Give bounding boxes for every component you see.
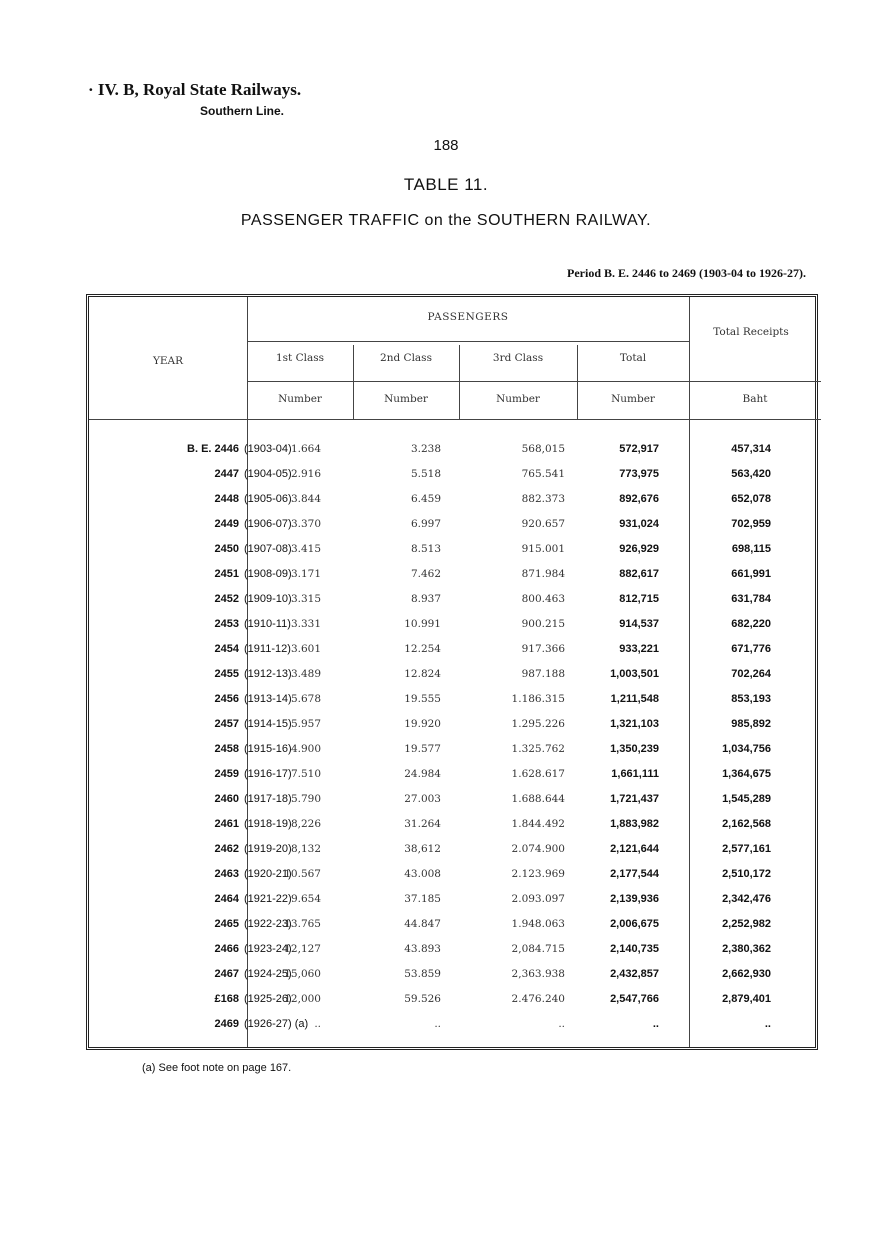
receipts-cell: 2,577,161: [722, 843, 771, 855]
total-cell: 2,140,735: [610, 943, 659, 955]
year-cell: 2462: [214, 843, 239, 855]
header-year: YEAR: [152, 355, 184, 367]
header-first-class: 1st Class: [275, 352, 325, 364]
year-cell: 2447: [214, 468, 239, 480]
table-row: [89, 468, 821, 493]
receipts-cell: 652,078: [731, 493, 771, 505]
table-row: [89, 443, 821, 468]
first-class-cell: 3.171: [290, 568, 321, 580]
receipts-cell: 563,420: [731, 468, 771, 480]
period-cell: (1906-07): [244, 518, 292, 530]
third-class-cell: 800.463: [521, 593, 565, 605]
third-class-cell: 2.074.900: [511, 843, 565, 855]
year-cell: 2454: [214, 643, 239, 655]
year-cell: 2461: [214, 818, 239, 830]
first-class-cell: 1.664: [290, 443, 321, 455]
second-class-cell: 27.003: [404, 793, 441, 805]
total-cell: 773,975: [619, 468, 659, 480]
third-class-cell: 2.476.240: [511, 993, 565, 1005]
table-row: [89, 518, 821, 543]
first-class-cell: 5.790: [290, 793, 321, 805]
total-cell: 2,121,644: [610, 843, 659, 855]
table-row: [89, 943, 821, 968]
period-cell: (1903-04): [244, 443, 292, 455]
period-cell: (1911-12): [244, 643, 291, 655]
period-cell: (1913-14): [244, 693, 292, 705]
traffic-table: [86, 294, 818, 1050]
receipts-cell: 2,662,930: [722, 968, 771, 980]
third-class-cell: 917.366: [521, 643, 565, 655]
receipts-cell: 1,545,289: [722, 793, 771, 805]
header-second-class: 2nd Class: [380, 352, 432, 364]
period-cell: (1909-10): [244, 593, 292, 605]
second-class-cell: 37.185: [404, 893, 441, 905]
period-cell: (1925-26): [244, 993, 292, 1005]
table-row: [89, 843, 821, 868]
second-class-cell: 6.997: [410, 518, 441, 530]
receipts-cell: 457,314: [731, 443, 771, 455]
table-number: TABLE 11.: [403, 175, 489, 194]
receipts-cell: 671,776: [731, 643, 771, 655]
total-cell: 2,547,766: [610, 993, 659, 1005]
unit-second: Number: [384, 393, 428, 405]
second-class-cell: 8.937: [410, 593, 441, 605]
period-cell: (1915-16): [244, 743, 292, 755]
total-cell: ..: [652, 1018, 659, 1030]
year-cell: B. E. 2446: [187, 443, 239, 455]
third-class-cell: 568,015: [521, 443, 565, 455]
total-cell: 1,721,437: [610, 793, 659, 805]
second-class-cell: 10.991: [404, 618, 441, 630]
unit-baht: Baht: [742, 393, 768, 405]
total-cell: 926,929: [619, 543, 659, 555]
receipts-cell: 698,115: [731, 543, 771, 555]
total-cell: 812,715: [619, 593, 659, 605]
table-row: [89, 668, 821, 693]
year-cell: 2451: [214, 568, 239, 580]
second-class-cell: 3.238: [410, 443, 441, 455]
year-cell: 2460: [214, 793, 239, 805]
third-class-cell: 1.186.315: [511, 693, 565, 705]
table-row: [89, 543, 821, 568]
third-class-cell: ..: [558, 1018, 565, 1030]
third-class-cell: 882.373: [521, 493, 565, 505]
period-cell: (1921-22): [244, 893, 292, 905]
total-cell: 882,617: [619, 568, 659, 580]
third-class-cell: 900.215: [521, 618, 565, 630]
header-passengers: PASSENGERS: [427, 311, 509, 323]
first-class-cell: 9.654: [290, 893, 321, 905]
first-class-cell: 3.331: [290, 618, 321, 630]
period-cell: (1914-15): [244, 718, 292, 730]
second-class-cell: 5.518: [410, 468, 441, 480]
total-cell: 914,537: [619, 618, 659, 630]
table-row: [89, 868, 821, 893]
first-class-cell: 3.844: [290, 493, 321, 505]
table-row: [89, 1018, 821, 1043]
year-cell: 2469: [214, 1018, 239, 1030]
receipts-cell: 631,784: [731, 593, 771, 605]
first-class-cell: 3.370: [290, 518, 321, 530]
first-class-cell: 4.900: [290, 743, 321, 755]
total-cell: 2,006,675: [610, 918, 659, 930]
year-cell: 2465: [214, 918, 239, 930]
first-class-cell: 15,060: [284, 968, 321, 980]
receipts-cell: 2,342,476: [722, 893, 771, 905]
receipts-cell: ..: [764, 1018, 771, 1030]
first-class-cell: 10.567: [284, 868, 321, 880]
first-class-cell: 8,132: [290, 843, 321, 855]
total-cell: 1,321,103: [610, 718, 659, 730]
page-number: 188: [433, 137, 459, 154]
unit-first: Number: [278, 393, 322, 405]
header-total: Total: [619, 352, 647, 364]
second-class-cell: 31.264: [404, 818, 441, 830]
table-row: [89, 968, 821, 993]
table-row: [89, 793, 821, 818]
header-total-receipts: Total Receipts: [713, 326, 789, 338]
third-class-cell: 2,363.938: [511, 968, 565, 980]
section-heading: · IV. B, Royal State Railways.: [88, 80, 302, 99]
second-class-cell: 59.526: [404, 993, 441, 1005]
year-cell: 2450: [214, 543, 239, 555]
total-cell: 931,024: [619, 518, 659, 530]
receipts-cell: 1,364,675: [722, 768, 771, 780]
first-class-cell: 3.601: [290, 643, 321, 655]
period-cell: (1904-05): [244, 468, 292, 480]
year-cell: 2453: [214, 618, 239, 630]
first-class-cell: 5.678: [290, 693, 321, 705]
first-class-cell: 3.489: [290, 668, 321, 680]
third-class-cell: 920.657: [521, 518, 565, 530]
year-cell: 2464: [214, 893, 239, 905]
year-cell: 2459: [214, 768, 239, 780]
table-row: [89, 593, 821, 618]
year-cell: 2448: [214, 493, 239, 505]
third-class-cell: 1.948.063: [511, 918, 565, 930]
third-class-cell: 1.628.617: [511, 768, 565, 780]
second-class-cell: 38,612: [404, 843, 441, 855]
table-title: PASSENGER TRAFFIC on the SOUTHERN RAILWAY.: [240, 212, 652, 229]
second-class-cell: 12.824: [404, 668, 441, 680]
table-row: [89, 643, 821, 668]
second-class-cell: 24.984: [404, 768, 441, 780]
third-class-cell: 1.295.226: [511, 718, 565, 730]
period-cell: (1918-19): [244, 818, 292, 830]
second-class-cell: ..: [434, 1018, 441, 1030]
year-cell: 2456: [214, 693, 239, 705]
first-class-cell: 2.916: [290, 468, 321, 480]
year-cell: £168: [214, 993, 239, 1005]
section-subheading: Southern Line.: [200, 104, 284, 118]
table-row: [89, 743, 821, 768]
receipts-cell: 2,252,982: [722, 918, 771, 930]
third-class-cell: 2,084.715: [511, 943, 565, 955]
total-cell: 2,139,936: [610, 893, 659, 905]
receipts-cell: 2,162,568: [722, 818, 771, 830]
table-row: [89, 718, 821, 743]
period-cell: (1907-08): [244, 543, 292, 555]
total-cell: 1,661,111: [611, 768, 659, 780]
total-cell: 2,177,544: [610, 868, 659, 880]
table-row: [89, 993, 821, 1018]
period-cell: (1919-20): [244, 843, 292, 855]
second-class-cell: 12.254: [404, 643, 441, 655]
second-class-cell: 6.459: [410, 493, 441, 505]
first-class-cell: 7.510: [290, 768, 321, 780]
third-class-cell: 871.984: [521, 568, 565, 580]
receipts-cell: 702,264: [731, 668, 771, 680]
first-class-cell: 13.765: [284, 918, 321, 930]
receipts-cell: 1,034,756: [722, 743, 771, 755]
third-class-cell: 2.093.097: [511, 893, 565, 905]
second-class-cell: 7.462: [410, 568, 441, 580]
first-class-cell: 12,127: [284, 943, 321, 955]
table-row: [89, 893, 821, 918]
unit-total: Number: [611, 393, 655, 405]
receipts-cell: 682,220: [731, 618, 771, 630]
year-cell: 2463: [214, 868, 239, 880]
period-note: Period B. E. 2446 to 2469 (1903-04 to 1926-27).: [567, 266, 806, 280]
period-cell: (1923-24): [244, 943, 292, 955]
table-row: [89, 618, 821, 643]
year-cell: 2455: [214, 668, 239, 680]
total-cell: 1,883,982: [610, 818, 659, 830]
period-cell: (1910-11): [244, 618, 291, 630]
third-class-cell: 987.188: [521, 668, 565, 680]
first-class-cell: ..: [314, 1018, 321, 1030]
table-row: [89, 918, 821, 943]
table-row: [89, 818, 821, 843]
period-cell: (1926-27) (a): [244, 1018, 309, 1030]
year-cell: 2457: [214, 718, 239, 730]
receipts-cell: 661,991: [731, 568, 771, 580]
table-row: [89, 693, 821, 718]
table-row: [89, 568, 821, 593]
third-class-cell: 765.541: [521, 468, 565, 480]
period-cell: (1917-18): [244, 793, 292, 805]
receipts-cell: 2,879,401: [722, 993, 771, 1005]
total-cell: 572,917: [619, 443, 659, 455]
second-class-cell: 53.859: [404, 968, 441, 980]
third-class-cell: 1.688.644: [511, 793, 565, 805]
third-class-cell: 1.325.762: [511, 743, 565, 755]
total-cell: 1,350,239: [610, 743, 659, 755]
period-cell: (1924-25): [244, 968, 292, 980]
receipts-cell: 853,193: [731, 693, 771, 705]
second-class-cell: 43.008: [404, 868, 441, 880]
total-cell: 1,211,548: [610, 693, 659, 705]
second-class-cell: 8.513: [410, 543, 441, 555]
period-cell: (1920-21): [244, 868, 292, 880]
year-cell: 2449: [214, 518, 239, 530]
total-cell: 2,432,857: [610, 968, 659, 980]
year-cell: 2458: [214, 743, 239, 755]
first-class-cell: 3.415: [290, 543, 321, 555]
first-class-cell: 5.957: [290, 718, 321, 730]
receipts-cell: 2,380,362: [722, 943, 771, 955]
year-cell: 2467: [214, 968, 239, 980]
footnote: (a) See foot note on page 167.: [142, 1062, 292, 1074]
second-class-cell: 19.555: [404, 693, 441, 705]
total-cell: 933,221: [619, 643, 659, 655]
third-class-cell: 1.844.492: [511, 818, 565, 830]
period-cell: (1908-09): [244, 568, 292, 580]
first-class-cell: 12,000: [284, 993, 321, 1005]
period-cell: (1916-17): [244, 768, 292, 780]
period-cell: (1905-06): [244, 493, 292, 505]
total-cell: 1,003,501: [610, 668, 659, 680]
table-row: [89, 493, 821, 518]
receipts-cell: 985,892: [731, 718, 771, 730]
period-cell: (1922-23): [244, 918, 292, 930]
second-class-cell: 43.893: [404, 943, 441, 955]
first-class-cell: 3.315: [290, 593, 321, 605]
third-class-cell: 2.123.969: [511, 868, 565, 880]
period-cell: (1912-13): [244, 668, 292, 680]
table-row: [89, 768, 821, 793]
third-class-cell: 915.001: [521, 543, 565, 555]
second-class-cell: 19.920: [404, 718, 441, 730]
unit-third: Number: [496, 393, 540, 405]
first-class-cell: 8,226: [290, 818, 321, 830]
total-cell: 892,676: [619, 493, 659, 505]
year-cell: 2466: [214, 943, 239, 955]
second-class-cell: 19.577: [404, 743, 441, 755]
second-class-cell: 44.847: [404, 918, 441, 930]
receipts-cell: 702,959: [731, 518, 771, 530]
year-cell: 2452: [214, 593, 239, 605]
header-third-class: 3rd Class: [492, 352, 544, 364]
receipts-cell: 2,510,172: [722, 868, 771, 880]
